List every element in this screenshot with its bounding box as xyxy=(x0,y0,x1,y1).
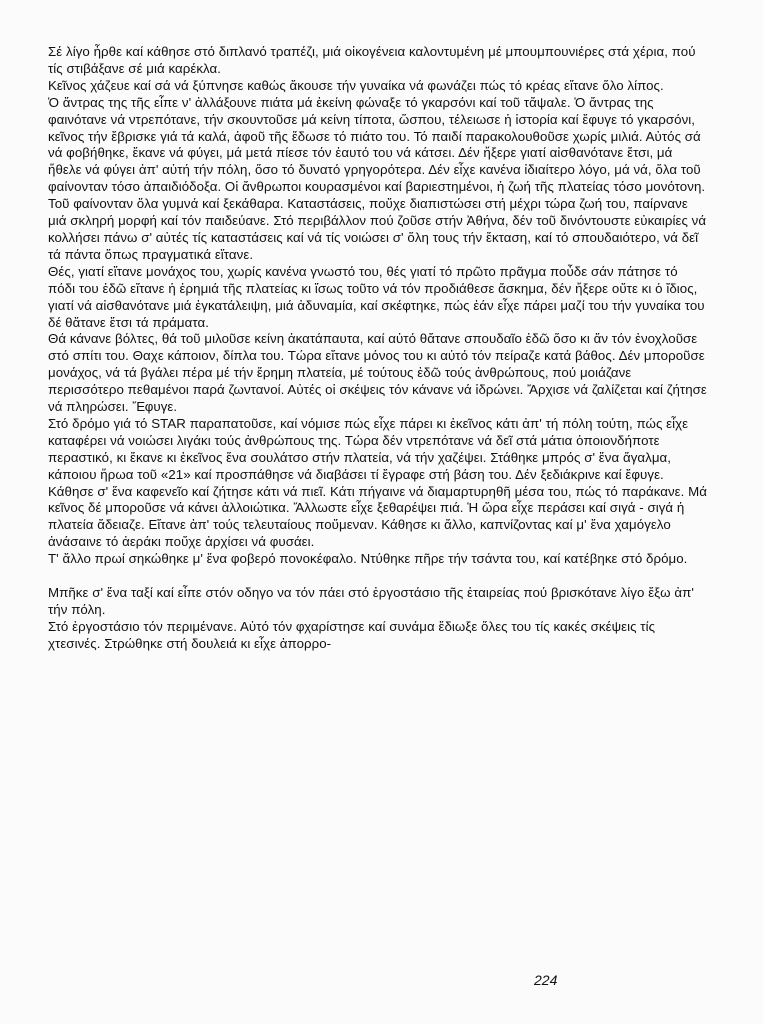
paragraph-2: Κεῖνος χάζευε καί σά νά ξύπνησε καθώς ἄκουσε τήν γυναίκα νά φωνάζει πώς τό κρέας εἴτανε ὅλο λίπος. xyxy=(48,77,664,93)
paragraph-1: Σέ λίγο ἦρθε καί κάθησε στό διπλανό τραπέζι, μιά οἰκογένεια καλοντυμένη μέ μπουμπουνιέρες στά χέρια, πού τίς στιβάξανε σέ μιά καρέκλα. xyxy=(48,44,696,76)
paragraph-5: Θά κάνανε βόλτες, θά τοῦ μιλοῦσε κείνη ἀκατάπαυτα, καί αὐτό θἄτανε σπουδαῖο ἐδῶ ὅσο κι ἄν τόν ἐνοχλοῦσε στό σπίτι του. Θαχε κάποιον, δίπλα του. Τώρα εἴτανε μόνος του κι αὐτό τόν πείραζε κατά βάθος. Δέν μποροῦσε μονάχος, νά τά βγάλει πέρα μέ τήν ἔρημη πλατεία, μέ τούτους ἐδῶ τούς ἀνθρώπους, πού μοιάζανε περισσότερο πεθαμένοι παρά ζωντανοί. Αὐτές οἱ σκέψεις τόν κάνανε νά ἱδρώνει. Ἄρχισε νά ζαλίζεται καί ζήτησε νά πληρώσει. Ἔφυγε. xyxy=(48,331,707,415)
paragraph-6: Στό δρόμο γιά τό STAR παραπατοῦσε, καί νόμισε πώς εἶχε πάρει κι ἐκεῖνος κάτι ἀπ' τή πόλη τούτη, πώς εἶχε καταφέρει νά νοιώσει λιγάκι τούς ἀνθρώπους της. Τώρα δέν ντρεπότανε νά δεῖ στά μάτια ὁποιονδήποτε περαστικό, κι ἔκανε κι ἐκεῖνος ἕνα σουλάτσο στήν πλατεία, νά τήν χαζέψει. Στάθηκε μπρός σ' ἕνα ἄγαλμα, κάποιου ἥρωα τοῦ «21» καί προσπάθησε νά διαβάσει τί ἔγραφε στή βάση του. Δέν ξεδιάκρινε καί ἔφυγε. xyxy=(48,415,689,482)
paragraph-8: Τ' ἄλλο πρωί σηκώθηκε μ' ἕνα φοβερό πονοκέφαλο. Ντύθηκε πῆρε τήν τσάντα του, καί κατέβηκε στό δρόμο. xyxy=(48,551,688,567)
paragraph-10: Στό ἐργοστάσιο τόν περιμένανε. Αὐτό τόν φχαρίστησε καί συνάμα ἔδιωξε ὅλες του τίς κακές σκέψεις τίς χτεσινές. Στρώθηκε στή δουλειά κι εἶχε ἀπορρο- xyxy=(48,618,656,651)
paragraph-3: Ὁ ἄντρας της τῆς εἶπε ν' ἀλλάξουνε πιάτα μά ἐκείνη φώναξε τό γκαρσόνι καί τοῦ τἄψαλε. Ὁ ἄντρας της φαινότανε νά ντρεπότανε, τήν σκουντοῦσε μά κείνη τίποτα, ὥσπου, τέλειωσε ἡ ἱστορία καί ἔφυγε τό γκαρσόνι, κεῖνος τήν ἔβρισκε γιά τά καλά, ἀφοῦ τῆς ἔδωσε τό πιάτο του. Τό παιδί παρακολουθοῦσε χωρίς μιλιά. Αὐτός σά νά φοβήθηκε, ἔκανε νά φύγει, μά μετά πίεσε τόν ἑαυτό του νά κάτσει. Δέν ἤξερε γιατί αἰσθανότανε ἔτσι, μά ἤθελε νά φύγει ἀπ' αὐτή τήν πόλη, ὅσο τό δυνατό γρηγορότερα. Δέν εἶχε κανένα ἰδιαίτερο λόγο, μά νά, ὅλα τοῦ φαίνονταν τόσο ἀπαιδιόδοξα. Οἱ ἄνθρωποι κουρασμένοι καί βαριεστημένοι, ἡ ζωή τῆς πλατείας τόσο μονότονη. Τοῦ φαίνονταν ὅλα γυμνά καί ξεκάθαρα. Καταστάσεις, ποὔχε διαπιστώσει στή μέχρι τώρα ζωή του, παίρνανε μιά σκληρή μορφή καί τόν παιδεύανε. Στό περιβάλλον πού ζοῦσε στήν Ἀθήνα, δέν τοῦ δινόντουστε εὐκαιρίες νά κολλήσει πάνω σ' αὐτές τίς καταστάσεις καί νά τίς νοιώσει σ' ὅλη τους τήν ἔκταση, καί τό σπουδαιότερο, νά δεῖ τά πάντα ὅπως πραγματικά εἴτανε. xyxy=(48,94,707,262)
body-text xyxy=(48,44,708,653)
page-number: 224 xyxy=(534,972,558,988)
paragraph-9: Μπῆκε σ' ἕνα ταξί καί εἶπε στόν οδηγο να τόν πάει στό ἐργοστάσιο τῆς ἑταιρείας πού βρισκότανε λίγο ἔξω ἀπ' τήν πόλη. xyxy=(48,585,694,617)
section-break xyxy=(48,568,708,585)
paragraph-7: Κάθησε σ' ἕνα καφενεῖο καί ζήτησε κάτι νά πιεῖ. Κάτι πήγαινε νά διαμαρτυρηθῆ μέσα του, πώς τό παράκανε. Μά κεῖνος δέ μποροῦσε νά κάνει ἀλλοιώτικα. Ἄλλωστε εἶχε ξεθαρέψει πιά. Ἡ ὥρα εἶχε περάσει καί σιγά - σιγά ἡ πλατεία ἄδειαζε. Εἴτανε ἀπ' τούς τελευταίους ποὔμεναν. Κάθησε κι ἄλλο, καπνίζοντας καί μ' ἕνα χαμόγελο ἀνάσαινε τό ἀεράκι ποὔχε ἀρχίσει νά φυσάει. xyxy=(48,483,707,550)
paragraph-4: Θές, γιατί εἴτανε μονάχος του, χωρίς κανένα γνωστό του, θές γιατί τό πρῶτο πρᾶγμα ποὖδε σάν πάτησε τό πόδι του ἐδῶ εἴτανε ἡ ἐρημιά τῆς πλατείας κι ἴσως τοῦτο νά τόν προδιάθεσε ἄσκημα, δέν ἤξερε οὔτε κι ὁ ἴδιος, γιατί νά αἰσθανότανε μιά ἐγκατάλειψη, μιά ἀδυναμία, καί σκέφτηκε, πώς ἐάν εἶχε πάρει μαζί του τήν γυναίκα του δέ θἄτανε ἔτσι τά πράματα. xyxy=(48,263,705,330)
